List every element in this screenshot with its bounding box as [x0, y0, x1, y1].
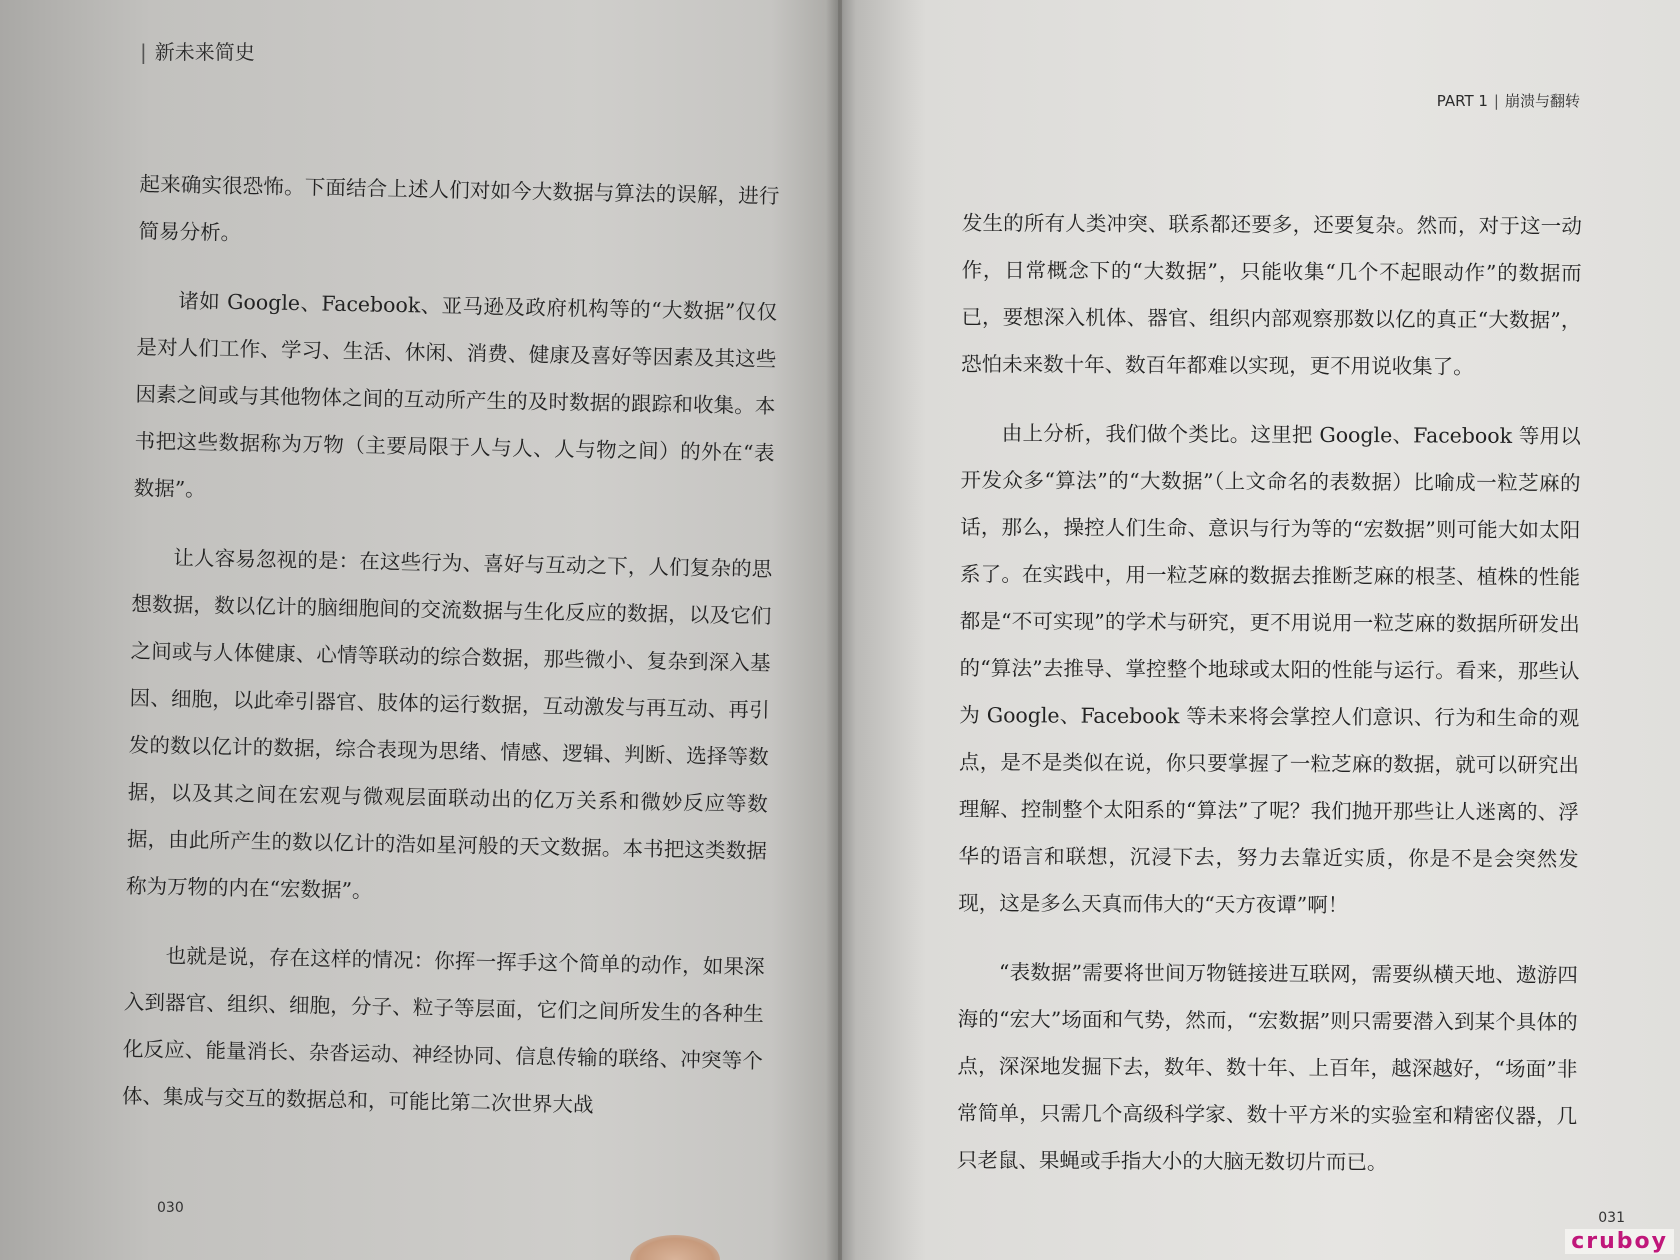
paragraph: 也就是说，存在这样的情况：你挥一挥手这个简单的动作，如果深入到器官、组织、细胞，分子、粒子等层面，它们之间所发生的各种生化反应、能量消长、杂沓运动、神经协同、信息传输的联络、冲突等个体、集成与交互的数据总和，可能比第二次世界大战 — [121, 943, 765, 1117]
book-gutter-shadow — [826, 0, 856, 1260]
running-title — [140, 36, 255, 65]
paragraph: 由上分析，我们做个类比。这里把 Google、Facebook 等用以开发众多“算法”的“大数据”（上文命名的表数据）比喻成一粒芝麻的话，那么，操控人们生命、意识与行为等的“宏数据”则可能大如太阳系了。在实践中，用一粒芝麻的数据去推断芝麻的根茎、植株的性能都是“不可实现”的学术与研究，更不用说用一粒芝麻的数据所研发出的“算法”去推导、掌控整个地球或太阳的性能与运行。看来，那些认为 Google、Facebook 等未来将会掌控人们意识、行为和生命的观点，是不是类似在说，你只要掌握了一粒芝麻的数据，就可以研究出理解、控制整个太阳系的“算法”了呢？我们抛开那些让人迷离的、浮华的语言和联想，沉浸下去，努力去靠近实质，你是不是会突然发现，这是多么天真而伟大的“天方夜谭”啊！ — [958, 421, 1581, 918]
page-number-left: 030 — [157, 1200, 184, 1216]
running-header-part — [1437, 90, 1580, 111]
paragraph: “表数据”需要将世间万物链接进互联网，需要纵横天地、遨游四海的“宏大”场面和气势，然而，“宏数据”则只需要潜入到某个具体的点，深深地发掘下去，数年、数十年、上百年，越深越好，“场面”非常简单，只需几个高级科学家、数十平方米的实验室和精密仪器，几只老鼠、果蝇或手指大小的大脑无数切片而已。 — [956, 960, 1579, 1175]
left-page — [0, 0, 838, 1260]
watermark: cruboy — [1565, 1229, 1674, 1254]
right-page-body — [957, 200, 1582, 1187]
paragraph: 让人容易忽视的是：在这些行为、喜好与互动之下，人们复杂的思想数据，数以亿计的脑细胞间的交流数据与生化反应的数据，以及它们之间或与人体健康、心情等联动的综合数据，那些微小、复杂到深入基因、细胞，以此牵引器官、肢体的运行数据，互动激发与再互动、再引发的数以亿计的数据，综合表现为思绪、情感、逻辑、判断、选择等数据，以及其之间在宏观与微观层面联动出的亿万关系和微妙反应等数据，由此所产生的数以亿计的浩如星河般的天文数据。本书把这类数据称为万物的内在“宏数据”。 — [125, 545, 773, 903]
right-page — [842, 0, 1680, 1260]
book-title: 新未来简史 — [154, 40, 255, 64]
paragraph: 发生的所有人类冲突、联系都还要多，还要复杂。然而，对于这一动作，日常概念下的“大数据”，只能收集“几个不起眼动作”的数据而已，要想深入机体、器官、组织内部观察那数以亿的真正“大数据”，恐怕未来数十年、数百年都难以实现，更不用说收集了。 — [961, 210, 1582, 379]
paragraph: 诸如 Google、Facebook、亚马逊及政府机构等的“大数据”仅仅是对人们工作、学习、生活、休闲、消费、健康及喜好等因素及其这些因素之间或与其他物体之间的互动所产生的及时数据的跟踪和收集。本书把这些数据称为万物（主要局限于人与人、人与物之间）的外在“表数据”。 — [133, 288, 778, 502]
title-divider: | — [140, 40, 147, 64]
paragraph: 起来确实很恐怖。下面结合上述人们对如今大数据与算法的误解，进行简易分析。 — [138, 171, 780, 245]
part-label: PART 1 — [1436, 92, 1488, 110]
left-page-body — [122, 161, 780, 1132]
page-number-right: 031 — [1598, 1210, 1625, 1226]
chapter-label: 崩溃与翻转 — [1504, 92, 1580, 110]
header-divider: | — [1493, 92, 1499, 110]
